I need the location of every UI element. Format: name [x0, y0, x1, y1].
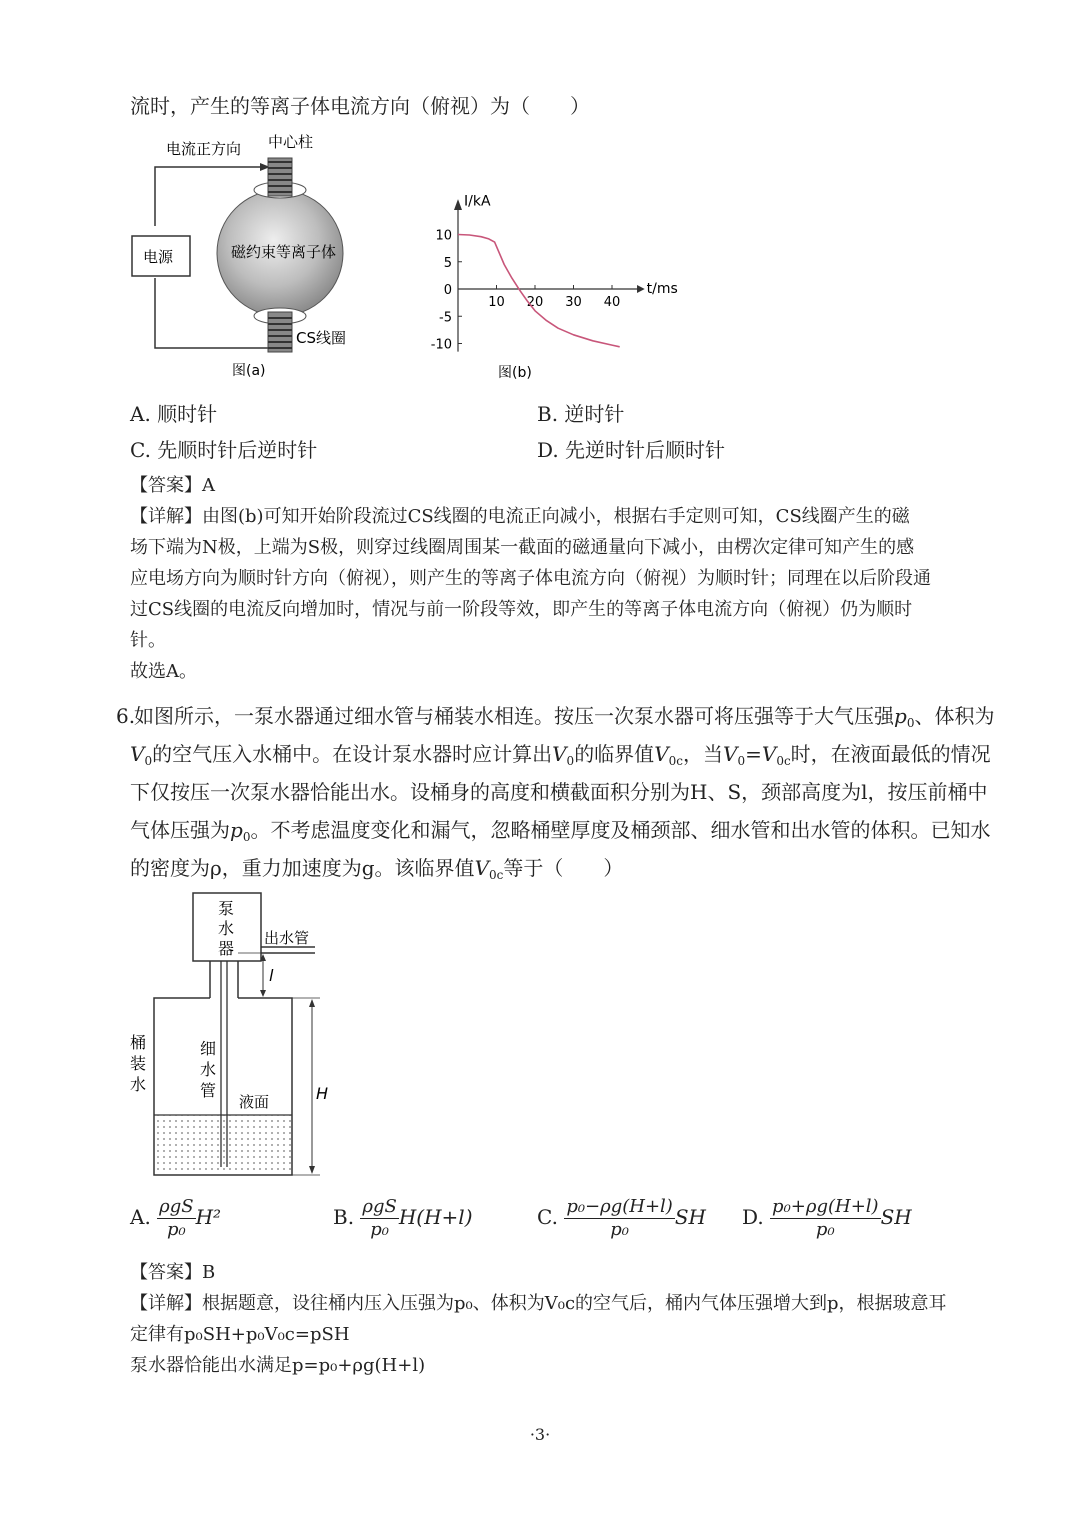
q5-stem-tail: 流时，产生的等离子体电流方向（俯视）为（ ）: [130, 94, 590, 118]
q5-detail-line: 场下端为N极，上端为S极，则穿过线圈周围某一截面的磁通量向下减小，由楞次定律可知产生的感: [130, 537, 915, 558]
label-pump: 泵: [218, 899, 235, 918]
y-tick-label: 10: [435, 228, 452, 244]
q6-stem-line5: 的密度为ρ，重力加速度为g。该临界值$V_{0c}$等于（ ）: [130, 856, 624, 882]
q5-detail-line: 应电场方向为顺时针方向（俯视），则产生的等离子体电流方向（俯视）为顺时针；同理在以后阶段通: [130, 568, 931, 589]
figure-a: [120, 128, 390, 383]
q5-conclusion: 故选A。: [130, 661, 197, 682]
x-tick-label: 10: [488, 295, 505, 310]
q6-option-d[interactable]: D. $\frac{\text{p₀+ρg(H+l)}}{\text{p₀}}$ SH: [742, 1196, 912, 1240]
q6-stem-line1: 如图所示，一泵水器通过细水管与桶装水相连。按压一次泵水器可将压强等于大气压强$p_0$、体积为: [134, 704, 995, 730]
label-tube: 管: [200, 1081, 217, 1100]
page-number: ·3·: [529, 1425, 551, 1444]
y-axis-arrow-icon: [454, 199, 462, 210]
label-pump: 器: [218, 939, 235, 958]
y-axis-label: I/kA: [464, 195, 491, 210]
label-power: 电源: [143, 248, 174, 266]
label-bucket: 桶: [130, 1033, 147, 1052]
label-surface: 液面: [239, 1093, 270, 1111]
q6-detail-line2: 定律有p₀SH+p₀V₀c=pSH: [130, 1324, 350, 1345]
q6-detail-line3: 泵水器恰能出水满足p=p₀+ρg(H+l): [130, 1355, 426, 1376]
q5-option-c[interactable]: C. 先顺时针后逆时针: [130, 438, 318, 462]
label-bucket: 装: [130, 1054, 147, 1073]
q6-stem-line4: 气体压强为$p_0$。不考虑温度变化和漏气，忽略桶壁厚度及桶颈部、细水管和出水管的体积。已知水: [130, 818, 991, 844]
label-bucket: 水: [130, 1075, 147, 1094]
label-pump: 水: [218, 919, 235, 938]
y-tick-label: -10: [430, 337, 452, 353]
q5-option-b[interactable]: B. 逆时针: [537, 402, 625, 426]
q6-detail-line1: 【详解】根据题意，设往桶内压入压强为p₀、体积为V₀c的空气后，桶内气体压强增大到p，根据玻意耳: [130, 1293, 947, 1314]
y-tick-label: -5: [439, 310, 452, 326]
center-column-top: [268, 158, 292, 196]
label-tube: 水: [200, 1060, 217, 1079]
x-tick-label: 20: [526, 295, 544, 310]
q6-stem-line2: $V_0$的空气压入水桶中。在设计泵水器时应计算出$V_0$的临界值$V_{0c}$，当$V_0=V_{0c}$时，在液面最低的情况: [130, 742, 991, 768]
x-axis-label: t/ms: [646, 281, 678, 297]
q5-option-a[interactable]: A. 顺时针: [130, 402, 218, 426]
label-l: l: [269, 966, 274, 985]
caption-fig-b: 图(b): [498, 365, 532, 381]
label-center-column: 中心柱: [268, 133, 314, 151]
figure-pump-bucket: [120, 885, 350, 1185]
q5-answer: 【答案】A: [130, 475, 215, 496]
q6-option-a[interactable]: A. $\frac{\text{ρgS}}{\text{p₀}}$ H²: [130, 1196, 222, 1240]
caption-fig-a: 图(a): [232, 363, 266, 379]
water: [155, 1115, 291, 1174]
q5-detail: [130, 501, 931, 687]
q6-answer: 【答案】B: [130, 1262, 216, 1283]
x-tick-label: 30: [565, 295, 582, 310]
label-cs-coil: CS线圈: [296, 329, 346, 347]
label-tube: 细: [200, 1039, 217, 1058]
figure-b-chart: [420, 195, 690, 385]
x-axis-arrow-icon: [637, 285, 645, 293]
q6-option-c[interactable]: C. $\frac{\text{p₀−ρg(H+l)}}{\text{p₀}}$ SH: [537, 1196, 706, 1240]
q6-option-b[interactable]: B. $\frac{\text{ρgS}}{\text{p₀}}$ H(H+l): [333, 1196, 473, 1240]
y-tick-label: 0: [443, 283, 452, 298]
q5-detail-line: 过CS线圈的电流反向增加时，情况与前一阶段等效，即产生的等离子体电流方向（俯视）仍为顺时: [130, 599, 913, 620]
y-tick-label: 5: [443, 255, 452, 271]
label-current-dir: 电流正方向: [166, 140, 242, 158]
label-plasma: 磁约束等离子体: [231, 243, 337, 261]
label-outlet: 出水管: [264, 929, 310, 947]
series-line: [458, 235, 620, 347]
q5-option-d[interactable]: D. 先逆时针后顺时针: [537, 438, 726, 462]
q6-number: 6.: [116, 704, 136, 728]
q5-detail-line: 【详解】由图(b)可知开始阶段流过CS线圈的电流正向减小，根据右手定则可知，CS线圈产生的磁: [130, 506, 910, 527]
q6-stem-line3: 下仅按压一次泵水器恰能出水。设桶身的高度和横截面积分别为H、S，颈部高度为l，按压前桶中: [130, 780, 988, 804]
x-tick-label: 40: [603, 295, 621, 310]
label-H: H: [316, 1084, 329, 1103]
q5-detail-line: 针。: [130, 630, 166, 651]
